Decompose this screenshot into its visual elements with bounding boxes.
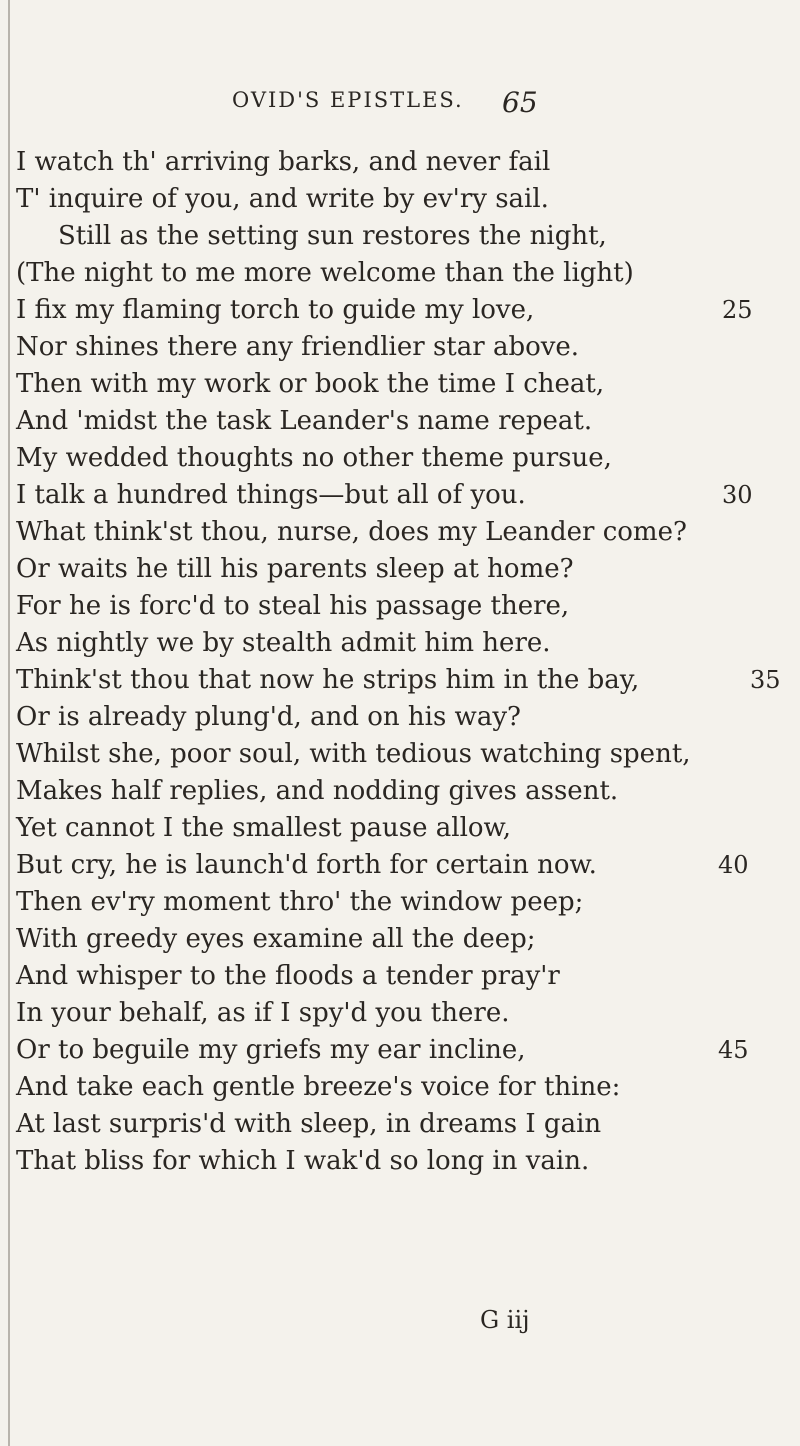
poem-line: In your behalf, as if I spy'd you there. (16, 998, 510, 1028)
line-number: 40 (718, 851, 749, 879)
poem-line: What think'st thou, nurse, does my Leander come? (16, 517, 687, 547)
line-number: 35 (750, 666, 781, 694)
line-number: 30 (722, 481, 753, 509)
page-number: 65 (502, 86, 538, 119)
poem-line: And 'midst the task Leander's name repeat. (16, 406, 593, 436)
poem-line: I fix my flaming torch to guide my love, (16, 295, 535, 325)
signature-mark: G iij (480, 1306, 530, 1334)
poem-line: Think'st thou that now he strips him in the bay, (16, 665, 640, 695)
poem-line: Then with my work or book the time I cheat, (16, 369, 605, 399)
poem-line: Or waits he till his parents sleep at home? (16, 554, 574, 584)
page-gutter-rule (8, 0, 10, 1446)
page-header (232, 86, 732, 126)
poem-line: My wedded thoughts no other theme pursue, (16, 443, 612, 473)
poem-line: Then ev'ry moment thro' the window peep; (16, 887, 584, 917)
poem-line: Yet cannot I the smallest pause allow, (16, 813, 511, 843)
poem-line: I watch th' arriving barks, and never fail (16, 147, 551, 177)
poem-line: Whilst she, poor soul, with tedious watching spent, (16, 739, 691, 769)
line-number: 25 (722, 296, 753, 324)
poem-line: Nor shines there any friendlier star above. (16, 332, 580, 362)
poem-line: But cry, he is launch'd forth for certain now. (16, 850, 597, 880)
poem-line: Still as the setting sun restores the night, (58, 221, 607, 251)
poem-line: And take each gentle breeze's voice for thine: (16, 1072, 621, 1102)
poem-line: Or to beguile my griefs my ear incline, (16, 1035, 526, 1065)
poem-line: That bliss for which I wak'd so long in vain. (16, 1146, 590, 1176)
line-number: 45 (718, 1036, 749, 1064)
poem-line: I talk a hundred things—but all of you. (16, 480, 526, 510)
poem-line: (The night to me more welcome than the light) (16, 258, 634, 288)
poem-line: Makes half replies, and nodding gives assent. (16, 776, 619, 806)
poem-line: For he is forc'd to steal his passage there, (16, 591, 570, 621)
poem-line: As nightly we by stealth admit him here. (16, 628, 551, 658)
poem-line: And whisper to the floods a tender pray'r (16, 961, 560, 991)
poem-line: At last surpris'd with sleep, in dreams I gain (16, 1109, 602, 1139)
poem-line: With greedy eyes examine all the deep; (16, 924, 536, 954)
poem-line: T' inquire of you, and write by ev'ry sail. (16, 184, 549, 214)
running-head: OVID'S EPISTLES. (232, 88, 464, 112)
poem-line: Or is already plung'd, and on his way? (16, 702, 521, 732)
